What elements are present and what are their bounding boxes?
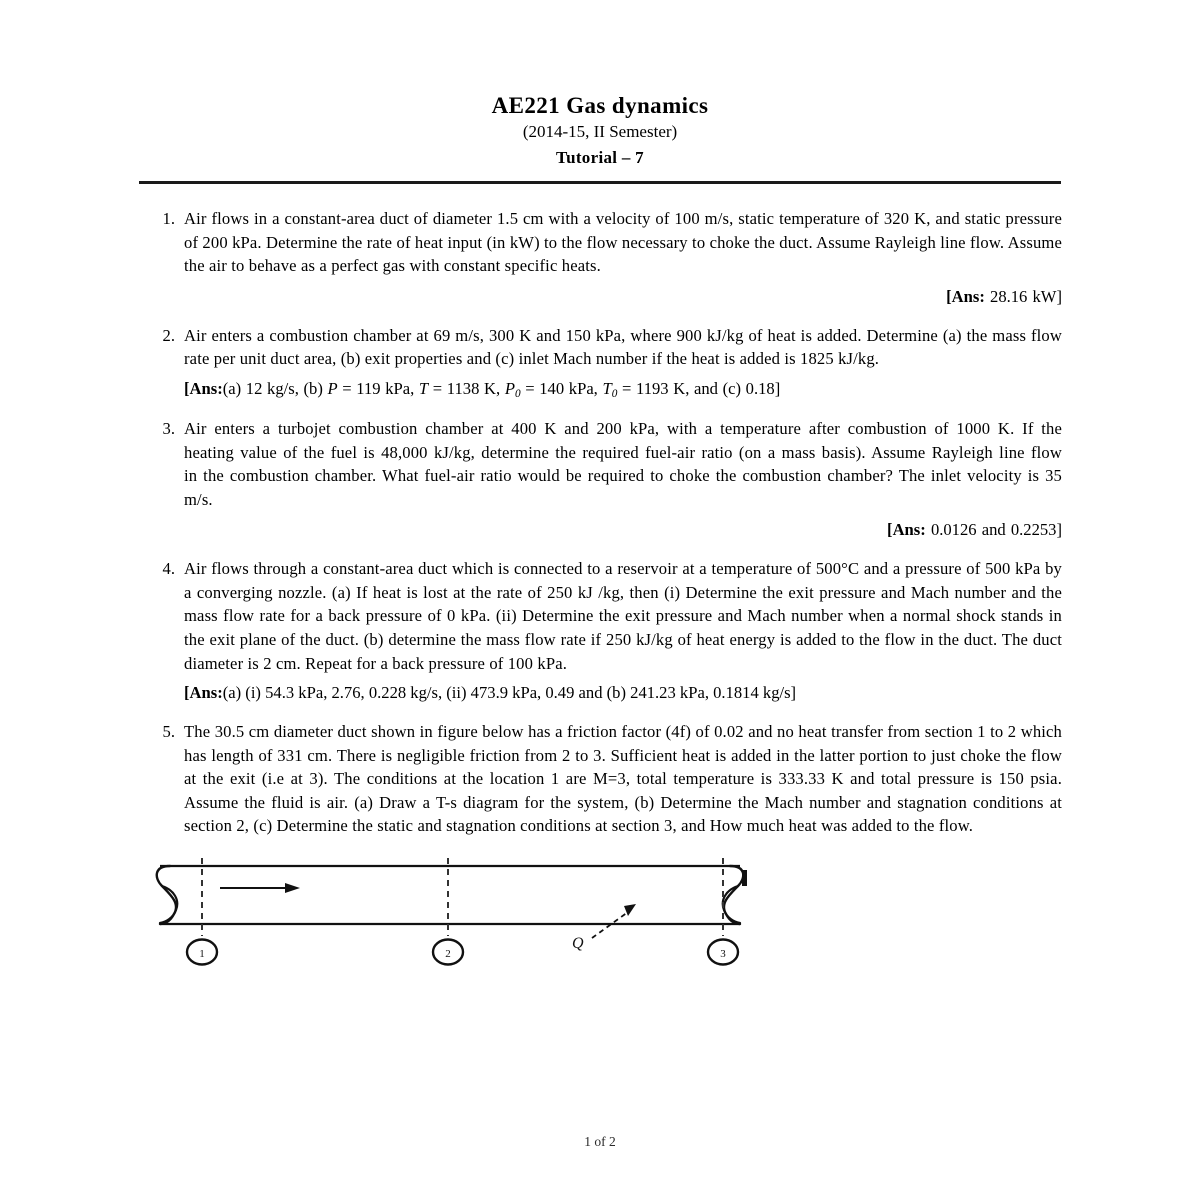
answer-p0-value-2: = 140 kPa, (520, 378, 603, 398)
question-item-2 (140, 324, 1062, 400)
question-item-1 (140, 207, 1062, 307)
document-subtitle: (2014-15, II Semester) (522, 122, 678, 142)
symbol-P0-base: P (504, 378, 515, 398)
answer-label-3: [Ans: (887, 520, 926, 540)
question-item-3 (140, 417, 1062, 540)
heat-addition-arrow-head (624, 904, 636, 916)
question-number-3: 3. (162, 419, 175, 439)
section-marker-label-3: 3 (720, 947, 726, 960)
question-number-4: 4. (162, 559, 175, 579)
page-title: AE221 Gas dynamics (491, 93, 709, 118)
answer-label-2: [Ans: (184, 378, 223, 398)
symbol-T: T (418, 378, 429, 398)
question-text-1: Air flows in a constant-area duct of diameter 1.5 cm with a velocity of 100 m/s, static temperature of 320 K, and static pressure of 200 kPa. Determine the rate of heat input (in kW) to the flow necessary to choke the duct. Assume Rayleigh line flow. Assume the air to behave as a perfect gas with constant specific heats. (184, 209, 1062, 276)
symbol-T0-subscript: 0 (611, 388, 618, 401)
duct-diagram-svg (140, 856, 1062, 986)
duct-right-end-tick (742, 870, 747, 886)
header-divider (139, 181, 1061, 184)
question-text-2: Air enters a combustion chamber at 69 m/s, 300 K and 150 kPa, where 900 kJ/kg of heat is added. Determine (a) the mass flow rate per unit duct area, (b) exit properties and (c) inlet Mach number if the heat is added is 1825 kJ/kg. (184, 325, 1062, 369)
answer-label-4: [Ans: (184, 683, 223, 703)
degree-symbol: ° (841, 559, 848, 579)
answer-4 (184, 683, 1062, 703)
answer-2 (184, 379, 1062, 400)
answer-t0-value-2: = 1193 K, and (c) 0.18] (617, 378, 781, 398)
duct-diagram-figure (140, 856, 1062, 986)
document-header (0, 0, 1200, 184)
page-footer (0, 1134, 1200, 1150)
answer-value-3: 0.0126 and 0.2253] (930, 520, 1062, 540)
symbol-P0 (504, 378, 521, 401)
symbol-P0-subscript: 0 (514, 388, 521, 401)
question-item-4 (140, 557, 1062, 703)
answer-label-1: [Ans: (946, 286, 985, 306)
symbol-T0-base: T (602, 378, 612, 398)
answer-part-a-2: (a) 12 kg/s, (b) (222, 378, 328, 398)
answer-t-value-2: = 1138 K, (428, 378, 505, 398)
answer-value-1: 28.16 kW] (990, 286, 1062, 306)
question-text-4-post: C and a pressure of 500 kPa by a converging nozzle. (a) If heat is lost at the rate of 250 kJ /kg, then (i) Determine the exit pressure and Mach number and the mass flow rate for a back pressure of 0 kPa. (ii) Determine the exit pressure and Mach number when a normal shock stands in the exit plane of the duct. (b) determine the mass flow rate if 250 kJ/kg of heat energy is added to the flow in the duct. The duct diameter is 2 cm. Repeat for a back pressure of 100 kPa. (184, 559, 1062, 673)
symbol-T0 (602, 378, 618, 401)
heat-label-Q: Q (572, 934, 584, 952)
answer-3 (184, 520, 1062, 540)
question-text-4-pre: Air flows through a constant-area duct which is connected to a reservoir at a temperature of 500 (184, 559, 842, 579)
question-text-5: The 30.5 cm diameter duct shown in figure below has a friction factor (4f) of 0.02 and no heat transfer from section 1 to 2 which has length of 331 cm. There is negligible friction from 2 to 3. Sufficient heat is added in the latter portion to just choke the flow at the exit (i.e at 3). The conditions at the location 1 are M=3, total temperature is 333.33 K and total pressure is 150 psia. Assume the fluid is air. (a) Draw a T-s diagram for the system, (b) Determine the Mach number and stagnation conditions at section 2, (c) Determine the static and stagnation conditions at section 3, and How much heat was added to the flow. (184, 722, 1062, 836)
answer-p-value-2: = 119 kPa, (337, 378, 419, 398)
answer-value-4: (a) (i) 54.3 kPa, 2.76, 0.228 kg/s, (ii) 473.9 kPa, 0.49 and (b) 241.23 kPa, 0.1814 kg/s] (222, 683, 797, 703)
question-number-5: 5. (162, 722, 175, 742)
question-list (140, 207, 1062, 838)
section-marker-label-1: 1 (199, 947, 205, 960)
section-marker-label-2: 2 (445, 947, 451, 960)
question-text-4 (184, 557, 1062, 675)
symbol-P: P (327, 378, 338, 398)
question-item-5 (140, 720, 1062, 838)
question-number-2: 2. (162, 325, 175, 345)
question-text-3: Air enters a turbojet combustion chamber at 400 K and 200 kPa, with a temperature after combustion of 1000 K. If the heating value of the fuel is 48,000 kJ/kg, determine the required fuel-air ratio (on a mass basis). Assume Rayleigh line flow in the combustion chamber. What fuel-air ratio would be required to choke the combustion chamber? The inlet velocity is 35 m/s. (184, 419, 1062, 509)
question-number-1: 1. (162, 209, 175, 229)
tutorial-number: Tutorial – 7 (556, 148, 644, 168)
flow-direction-arrow-head (285, 883, 300, 893)
answer-1 (184, 287, 1062, 307)
page-number: 1 of 2 (584, 1134, 616, 1149)
